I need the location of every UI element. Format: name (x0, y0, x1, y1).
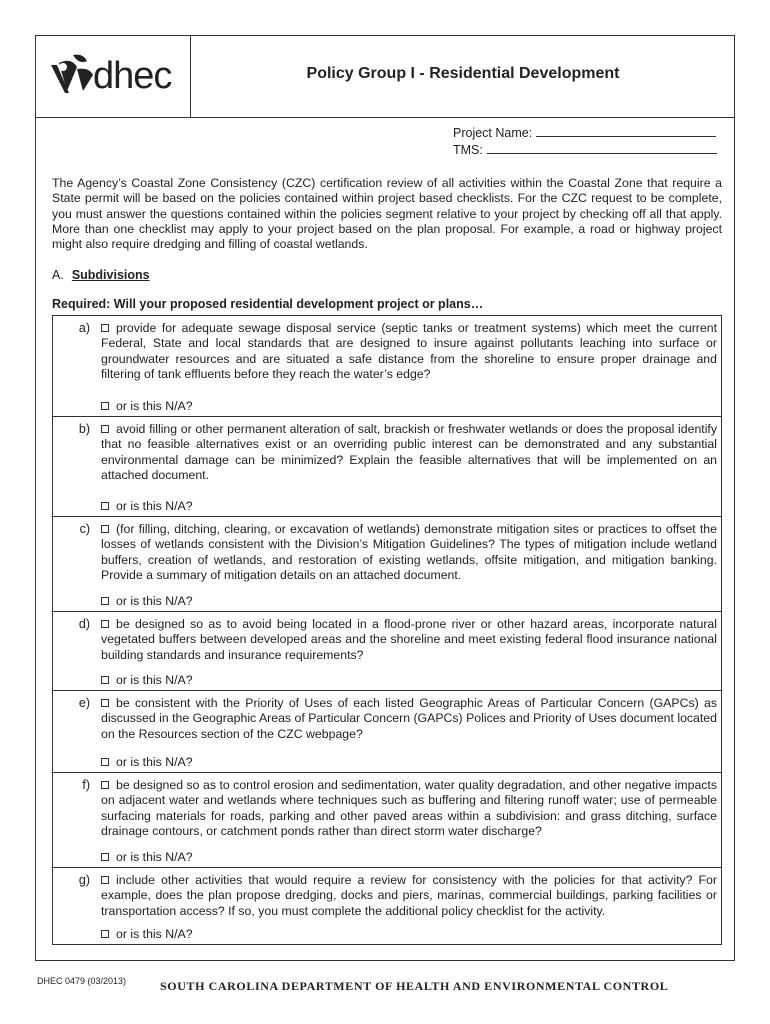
checklist-item-a (53, 316, 721, 417)
checklist-item-c (53, 517, 721, 612)
checklist-item-g (53, 868, 721, 944)
na-label: or is this N/A? (116, 499, 193, 513)
na-checkbox[interactable] (101, 502, 109, 510)
na-label: or is this N/A? (116, 594, 193, 608)
dhec-logo-icon (47, 53, 95, 101)
item-checkbox[interactable] (101, 620, 109, 628)
item-label: c) (79, 522, 90, 536)
project-name-field[interactable] (536, 135, 716, 137)
item-checkbox[interactable] (101, 876, 109, 884)
item-label: d) (78, 617, 90, 631)
item-checkbox[interactable] (101, 425, 109, 433)
project-name-label: Project Name: (453, 126, 533, 140)
na-checkbox[interactable] (101, 853, 109, 861)
tms-row (453, 143, 717, 157)
section-heading (52, 268, 150, 282)
item-text: provide for adequate sewage disposal service (septic tanks or treatment systems) which meet the current Federal, State and local standards that are designed to insure against pollutants leaching into surface or groundwater resources and are situated a safe distance from the shoreline to ensure proper drainage and filtering of tank effluents before they reach the water’s edge? (101, 321, 717, 381)
section-letter: A. (52, 268, 64, 282)
na-checkbox[interactable] (101, 402, 109, 410)
item-checkbox[interactable] (101, 324, 109, 332)
tms-field[interactable] (487, 152, 717, 154)
na-checkbox[interactable] (101, 597, 109, 605)
form-header (35, 35, 735, 118)
na-label: or is this N/A? (116, 755, 193, 769)
logo-cell (35, 35, 191, 117)
checklist-table (52, 315, 722, 945)
item-text: be designed so as to control erosion and sedimentation, water quality degradation, and other negative impacts on adjacent water and wetlands where techniques such as buffering and filtering runoff water; use of permeable surfacing materials for roads, parking and other paved areas within a subdivision: and grass ditching, surface drainage contours, or catchment ponds rather than direct storm water discharge? (101, 778, 717, 838)
tms-label: TMS: (453, 143, 483, 157)
logo-text: dhec (93, 55, 172, 97)
project-name-row (453, 126, 716, 140)
item-label: e) (78, 696, 90, 710)
item-text: avoid filling or other permanent alteration of salt, brackish or freshwater wetlands or does the proposal identify that no feasible alternatives exist or an overriding public interest can be demonstrated and any substantial environmental damage can be minimized? Explain the feasible alternatives that will be implemented on an attached document. (101, 422, 717, 482)
na-label: or is this N/A? (116, 850, 193, 864)
form-code: DHEC 0479 (03/2013) (37, 976, 127, 986)
na-label: or is this N/A? (116, 673, 193, 687)
item-text: (for filling, ditching, clearing, or excavation of wetlands) demonstrate mitigation sites or practices to offset the losses of wetlands consistent with the Division’s Mitigation Guidelines? The types of mitigation include wetland buffers, creation of wetlands, and restoration of existing wetlands, offsite mitigation, and mitigation banking. Provide a summary of mitigation details on an attached document. (101, 522, 717, 582)
item-label: a) (78, 321, 90, 335)
section-title: Subdivisions (71, 268, 150, 282)
footer-org: SOUTH CAROLINA DEPARTMENT OF HEALTH AND ENVIRONMENTAL CONTROL (160, 979, 669, 993)
item-text: be consistent with the Priority of Uses of each listed Geographic Areas of Particular Concern (GAPCs) as discussed in the Geographic Areas of Particular Concern (GAPCs) Polices and Priority of Uses document located on the Resources section of the CZC webpage? (101, 696, 717, 741)
item-checkbox[interactable] (101, 525, 109, 533)
item-text: be designed so as to avoid being located in a flood-prone river or other hazard areas, incorporate natural vegetated buffers between developed areas and the shoreline and meet existing federal flood insurance national building standards and insurance requirements? (101, 617, 717, 662)
intro-paragraph: The Agency’s Coastal Zone Consistency (CZC) certification review of all activities within the Coastal Zone that require a State permit will be based on the policies contained within project based checklists. For the CZC request to be complete, you must answer the questions contained within the policies segment relative to your project by checking off all that apply. More than one checklist may apply to your project based on the plan proposal. For example, a road or highway project might also require dredging and filling of coastal wetlands. (52, 176, 722, 252)
na-checkbox[interactable] (101, 676, 109, 684)
item-text: include other activities that would require a review for consistency with the policies for that activity? For example, does the plan propose dredging, docks and piers, marinas, commercial buildings, parking facilities or transportation access? If so, you must complete the additional policy checklist for the activity. (101, 873, 717, 918)
item-label: g) (78, 873, 90, 887)
checklist-item-e (53, 691, 721, 773)
na-label: or is this N/A? (116, 399, 193, 413)
na-checkbox[interactable] (101, 758, 109, 766)
na-label: or is this N/A? (116, 927, 193, 941)
checklist-item-d (53, 612, 721, 691)
item-checkbox[interactable] (101, 699, 109, 707)
item-label: f) (82, 778, 90, 792)
item-checkbox[interactable] (101, 781, 109, 789)
item-label: b) (78, 422, 90, 436)
na-checkbox[interactable] (101, 930, 109, 938)
page-title: Policy Group I - Residential Development (306, 65, 620, 82)
checklist-item-b (53, 417, 721, 517)
checklist-item-f (53, 773, 721, 868)
required-question: Required: Will your proposed residential development project or plans… (52, 297, 484, 311)
